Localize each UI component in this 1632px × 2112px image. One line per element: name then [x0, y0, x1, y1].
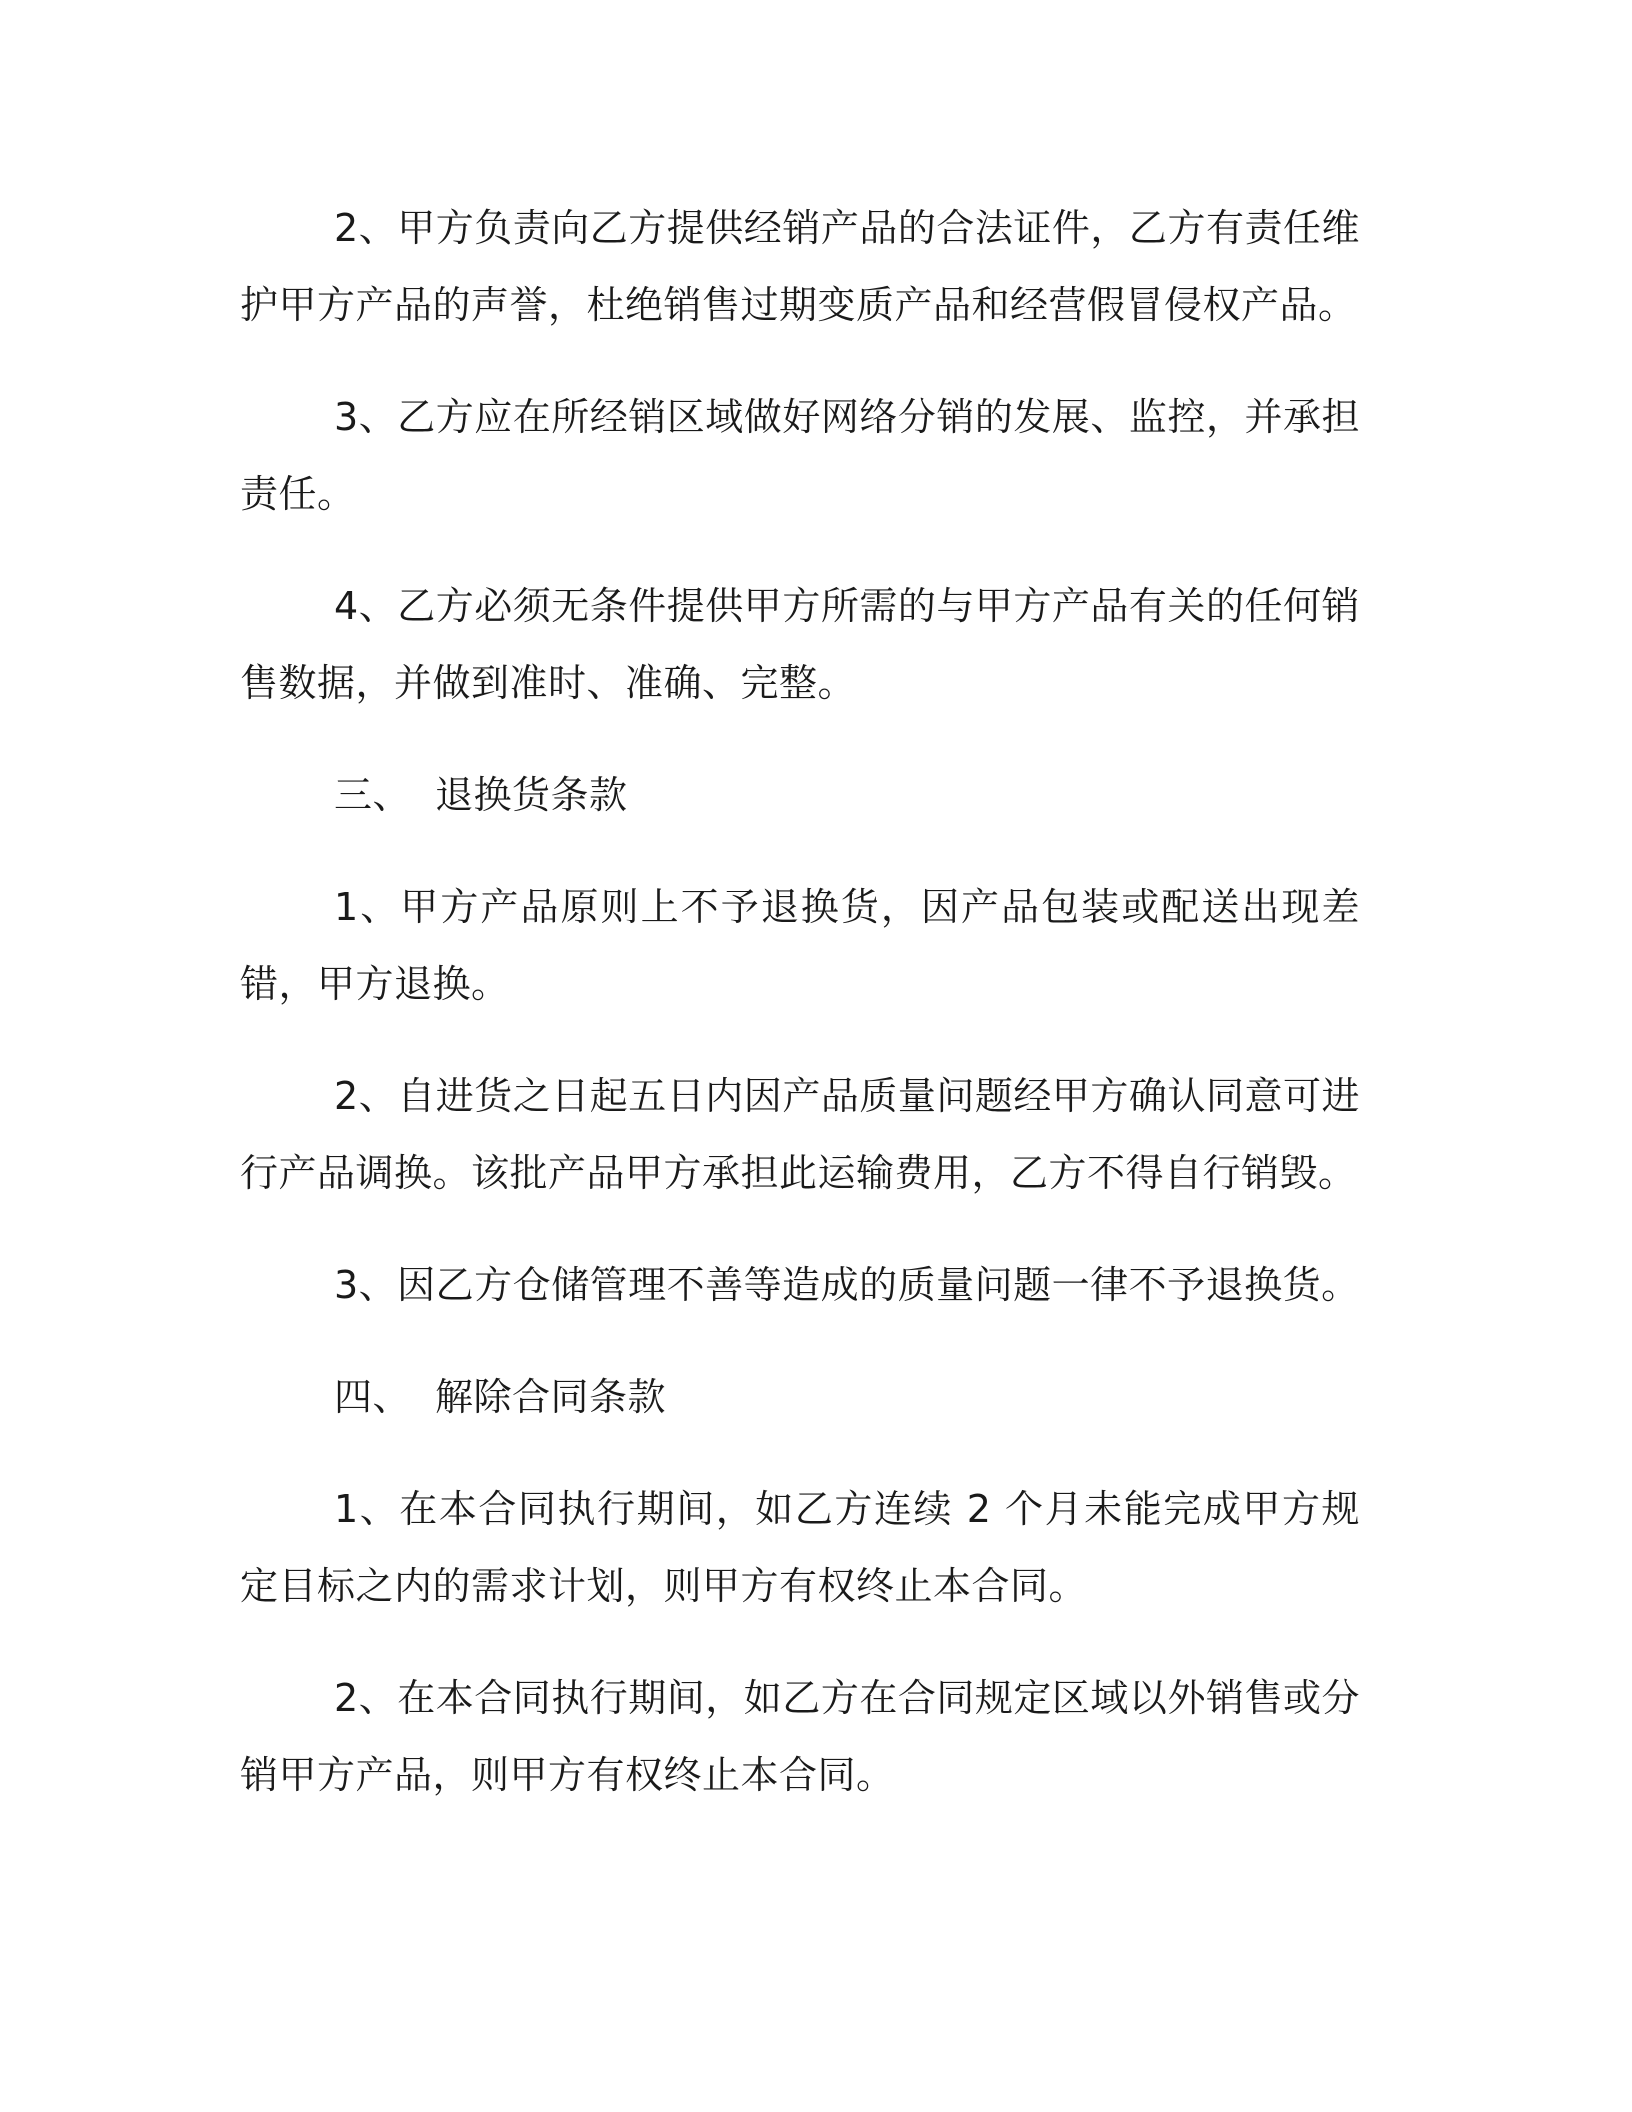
- clause-paragraph: 3、乙方应在所经销区域做好网络分销的发展、监控，并承担责任。: [240, 395, 1360, 516]
- section-title: 解除合同条款: [435, 1375, 667, 1419]
- section-number: 四、: [334, 1375, 412, 1419]
- clause-paragraph: 1、在本合同执行期间，如乙方连续 2 个月未能完成甲方规定目标之内的需求计划，则甲方有权终止本合同。: [240, 1487, 1360, 1608]
- section-number: 三、: [334, 773, 412, 817]
- clause-paragraph: 2、甲方负责向乙方提供经销产品的合法证件，乙方有责任维护甲方产品的声誉，杜绝销售过期变质产品和经营假冒侵权产品。: [240, 206, 1360, 327]
- clause-paragraph: 3、因乙方仓储管理不善等造成的质量问题一律不予退换货。: [334, 1263, 1360, 1307]
- document-body: [240, 190, 1360, 1849]
- clause-paragraph: 1、甲方产品原则上不予退换货，因产品包装或配送出现差错，甲方退换。: [240, 885, 1360, 1006]
- section-heading: [240, 1359, 1360, 1436]
- clause-paragraph: 2、在本合同执行期间，如乙方在合同规定区域以外销售或分销甲方产品，则甲方有权终止本合同。: [240, 1676, 1360, 1797]
- clause-paragraph: 4、乙方必须无条件提供甲方所需的与甲方产品有关的任何销售数据，并做到准时、准确、完整。: [240, 584, 1360, 705]
- section-title: 退换货条款: [435, 773, 628, 817]
- clause-paragraph: 2、自进货之日起五日内因产品质量问题经甲方确认同意可进行产品调换。该批产品甲方承担此运输费用，乙方不得自行销毁。: [240, 1074, 1360, 1195]
- section-heading: [240, 757, 1360, 834]
